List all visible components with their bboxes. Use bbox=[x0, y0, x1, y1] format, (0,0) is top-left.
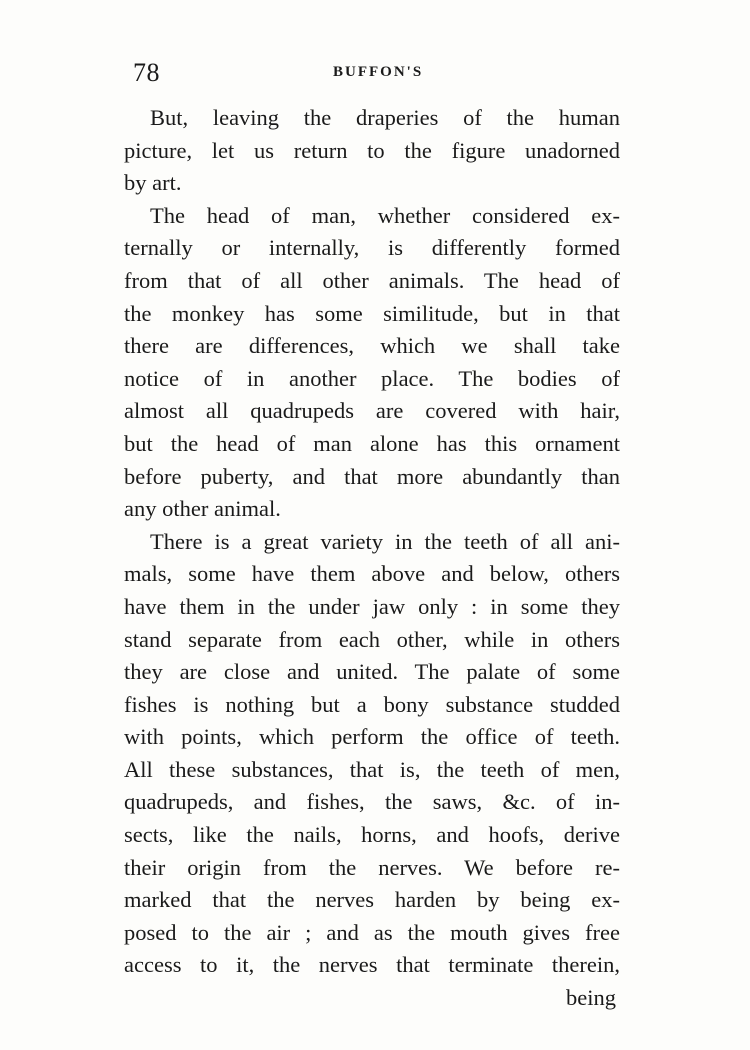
text-line: sects, like the nails, horns, and hoofs, derive bbox=[124, 822, 620, 848]
text-line: with points, which perform the office of teeth. bbox=[124, 724, 620, 750]
page-header bbox=[133, 58, 623, 88]
text-line: stand separate from each other, while in others bbox=[124, 626, 620, 652]
text-line: quadrupeds, and fishes, the saws, &c. of in- bbox=[124, 789, 620, 815]
text-line: There is a great variety in the teeth of all ani- bbox=[150, 528, 620, 554]
body-text bbox=[124, 102, 620, 1015]
text-line: there are differences, which we shall take bbox=[124, 333, 620, 359]
text-line: posed to the air ; and as the mouth gives free bbox=[124, 919, 620, 945]
text-line: marked that the nerves harden by being ex- bbox=[124, 887, 620, 913]
text-line: mals, some have them above and below, others bbox=[124, 561, 620, 587]
text-line: notice of in another place. The bodies of bbox=[124, 365, 620, 391]
catchword: being bbox=[566, 985, 616, 1011]
text-line: they are close and united. The palate of some bbox=[124, 659, 620, 685]
text-line: from that of all other animals. The head of bbox=[124, 267, 620, 293]
text-line: ternally or internally, is differently formed bbox=[124, 235, 620, 261]
text-line: any other animal. bbox=[124, 496, 281, 522]
text-line: before puberty, and that more abundantly than bbox=[124, 463, 620, 489]
text-line: But, leaving the draperies of the human bbox=[150, 105, 620, 130]
text-line: picture, let us return to the figure unadorned bbox=[124, 137, 620, 163]
text-line: have them in the under jaw only : in some they bbox=[124, 593, 620, 619]
text-line: the monkey has some similitude, but in that bbox=[124, 300, 620, 326]
text-line: by art. bbox=[124, 170, 182, 196]
running-head: BUFFON'S bbox=[333, 64, 424, 80]
text-line: All these substances, that is, the teeth of men, bbox=[124, 756, 620, 782]
text-line: but the head of man alone has this ornament bbox=[124, 430, 620, 456]
text-line: almost all quadrupeds are covered with hair, bbox=[124, 398, 620, 424]
text-line: The head of man, whether considered ex- bbox=[150, 202, 620, 228]
text-line: fishes is nothing but a bony substance studded bbox=[124, 691, 620, 717]
text-line: their origin from the nerves. We before re- bbox=[124, 854, 620, 880]
text-line: access to it, the nerves that terminate therein, bbox=[124, 952, 620, 978]
page-number: 78 bbox=[133, 58, 160, 87]
